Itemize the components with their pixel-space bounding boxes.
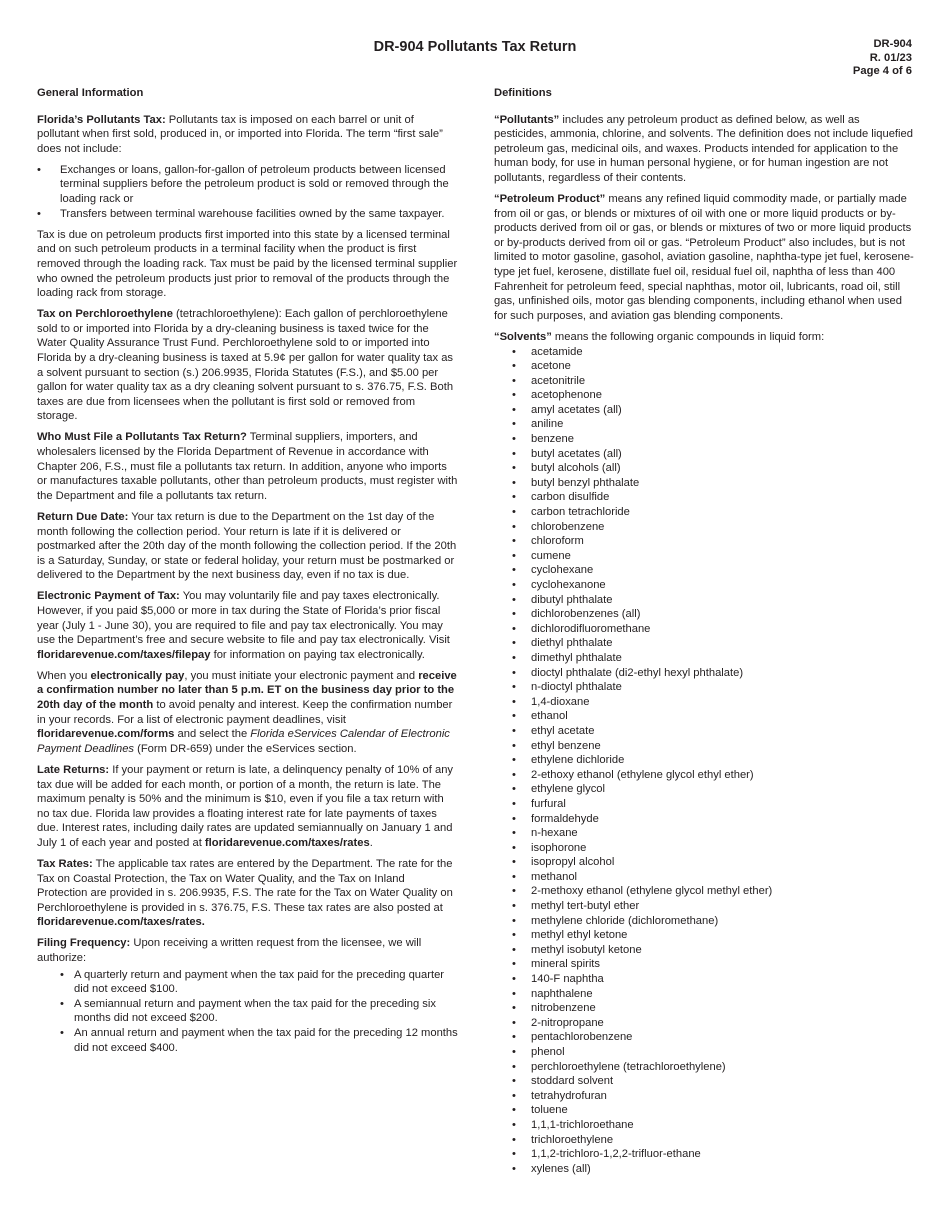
solvent-item: • ethyl acetate bbox=[494, 724, 914, 739]
solvent-item: • n-dioctyl phthalate bbox=[494, 680, 914, 695]
solvent-item: • aniline bbox=[494, 417, 914, 432]
electronic-payment-label: Electronic Payment of Tax: bbox=[37, 590, 180, 603]
solvent-item: • isopropyl alcohol bbox=[494, 855, 914, 870]
solvent-item: • ethyl benzene bbox=[494, 739, 914, 754]
solvent-item: • methyl isobutyl ketone bbox=[494, 943, 914, 958]
solvent-item: • carbon disulfide bbox=[494, 490, 914, 505]
solvent-item: • chloroform bbox=[494, 534, 914, 549]
list-item: • A quarterly return and payment when the tax paid for the preceding quarter did not exceed $100. bbox=[37, 968, 458, 997]
solvent-item: • trichloroethylene bbox=[494, 1133, 914, 1148]
tax-due-paragraph: Tax is due on petroleum products first imported into this state by a licensed terminal and on such petroleum products in a terminal facility when the product is first removed through the loading rack. Tax must be paid by the licensed terminal supplier who owned the petroleum products just prior to removal of the products through the loading rack from storage. bbox=[37, 228, 458, 300]
solvent-item: • dichlorobenzenes (all) bbox=[494, 607, 914, 622]
list-item: • Exchanges or loans, gallon-for-gallon of petroleum products between licensed terminal suppliers before the petroleum product is sold or removed through the loading rack or bbox=[37, 163, 458, 207]
return-due-date-label: Return Due Date: bbox=[37, 510, 129, 523]
perchloroethylene-label: Tax on Perchloroethylene bbox=[37, 308, 173, 321]
filepay-link[interactable]: floridarevenue.com/taxes/filepay bbox=[37, 648, 211, 661]
list-item: • An annual return and payment when the tax paid for the preceding 12 months did not exceed $400. bbox=[37, 1026, 458, 1055]
tax-rates-label: Tax Rates: bbox=[37, 858, 93, 870]
florida-pollutants-tax-paragraph: Florida’s Pollutants Tax: Pollutants tax is imposed on each barrel or unit of pollutant when first sold, produced in, or imported into Florida. The term “first sale” does not include: bbox=[37, 113, 443, 155]
solvent-item: • benzene bbox=[494, 432, 914, 447]
solvent-item: • 1,4-dioxane bbox=[494, 695, 914, 710]
filing-frequency-list bbox=[37, 968, 458, 1056]
solvent-item: • carbon tetrachloride bbox=[494, 505, 914, 520]
solvents-definition: “Solvents” means the following organic compounds in liquid form: bbox=[494, 330, 825, 343]
solvent-item: • perchloroethylene (tetrachloroethylene) bbox=[494, 1060, 914, 1075]
solvent-item: • stoddard solvent bbox=[494, 1074, 914, 1089]
form-revision: R. 01/23 bbox=[869, 51, 912, 64]
solvent-item: • formaldehyde bbox=[494, 812, 914, 827]
petroleum-product-definition: “Petroleum Product” means any refined liquid commodity made, or partially made from oil or gas, or blends or mixtures of oil with one or more liquid products or by-products derived from oil or gas, or blends or mixtures of two or more liquid products or by-products derived from oil or gas. “Petroleum Product” also includes, but is not limited to motor gasoline, gasohol, aviation gasoline, naphtha-type jet fuel, kerosene-type jet fuel, kerosene, distillate fuel oil, residual fuel oil, naphtha of less than 400 Fahrenheit for petroleum feed, special naphthas, motor oil, lubricants, road oil, still gas, unfinished oils, motor gas blending components, including ethanol when used for such purposes, and aviation gas blending components. bbox=[494, 193, 914, 322]
first-sale-exclusions-list bbox=[37, 163, 458, 221]
pollutants-label: “Pollutants” bbox=[494, 113, 560, 126]
solvents-list bbox=[494, 345, 914, 1177]
late-returns-label: Late Returns: bbox=[37, 763, 110, 776]
electronic-pay-deadline-paragraph: When you electronically pay, you must initiate your electronic payment and receive a confirmation number no later than 5 p.m. ET on the business day prior to the 20th day of the month to avoid penalty and interest. Keep the confirmation number in your records. For a list of electronic payment deadlines, visit floridarevenue.com/forms and select the Florida eServices Calendar of Electronic Payment Deadlines (Form DR-659) under the eServices section. bbox=[37, 669, 457, 755]
solvent-item: • nitrobenzene bbox=[494, 1001, 914, 1016]
solvent-item: • mineral spirits bbox=[494, 957, 914, 972]
solvent-item: • ethylene glycol bbox=[494, 782, 914, 797]
solvent-item: • methanol bbox=[494, 870, 914, 885]
rates-link[interactable]: floridarevenue.com/taxes/rates bbox=[204, 836, 370, 849]
solvent-item: • ethylene dichloride bbox=[494, 753, 914, 768]
solvent-item: • butyl acetates (all) bbox=[494, 447, 914, 462]
solvent-item: • isophorone bbox=[494, 841, 914, 856]
tax-rates-paragraph: Tax Rates: The applicable tax rates are entered by the Department. The rate for the Tax on Coastal Protection, the Tax on Water Quality, and the Tax on Inland Protection are provided in s. 206.9935, F.S. The rate for the Tax on Water Quality on Perchloroethylene is provided in s. 376.75, F.S. These tax rates are also posted at floridarevenue.com/taxes/rates. bbox=[37, 858, 453, 929]
florida-pollutants-tax-label: Florida’s Pollutants Tax: bbox=[37, 113, 166, 126]
solvent-item: • dimethyl phthalate bbox=[494, 651, 914, 666]
solvent-item: • cyclohexanone bbox=[494, 578, 914, 593]
solvent-item: • cumene bbox=[494, 549, 914, 564]
solvent-item: • ethanol bbox=[494, 709, 914, 724]
solvent-item: • 2-nitropropane bbox=[494, 1016, 914, 1031]
electronic-payment-paragraph: Electronic Payment of Tax: You may voluntarily file and pay taxes electronically. However, if you paid $5,000 or more in tax during the State of Florida’s prior fiscal year (July 1 - June 30), you are required to file and pay tax electronically. You may use the Department’s free and secure website to file and pay tax electronically. Visit floridarevenue.com/taxes/filepay for information on paying tax electronically. bbox=[37, 590, 450, 661]
filing-frequency-label: Filing Frequency: bbox=[37, 937, 131, 950]
forms-link[interactable]: floridarevenue.com/forms bbox=[37, 728, 175, 741]
who-must-file-paragraph: Who Must File a Pollutants Tax Return? Terminal suppliers, importers, and wholesalers licensed by the Florida Department of Revenue in accordance with Chapter 206, F.S., must file a pollutants tax return. In addition, anyone who imports or manufactures taxable pollutants, other than petroleum products, must register with the Department and file a pollutants tax return. bbox=[37, 431, 458, 502]
petroleum-product-label: “Petroleum Product” bbox=[494, 193, 606, 206]
rates-link[interactable]: floridarevenue.com/taxes/rates. bbox=[37, 916, 205, 929]
definitions-heading: Definitions bbox=[494, 87, 552, 99]
solvent-item: • methyl tert-butyl ether bbox=[494, 899, 914, 914]
who-must-file-label: Who Must File a Pollutants Tax Return? bbox=[37, 431, 247, 444]
solvent-item: • 2-methoxy ethanol (ethylene glycol methyl ether) bbox=[494, 884, 914, 899]
solvent-item: • toluene bbox=[494, 1103, 914, 1118]
solvent-item: • acetamide bbox=[494, 345, 914, 360]
solvent-item: • pentachlorobenzene bbox=[494, 1030, 914, 1045]
form-identifier bbox=[853, 38, 912, 79]
solvent-item: • methylene chloride (dichloromethane) bbox=[494, 914, 914, 929]
list-item: • A semiannual return and payment when the tax paid for the preceding six months did not exceed $200. bbox=[37, 997, 458, 1026]
page-number: Page 4 of 6 bbox=[852, 65, 912, 77]
solvent-item: • butyl benzyl phthalate bbox=[494, 476, 914, 491]
page-title: DR-904 Pollutants Tax Return bbox=[373, 39, 577, 55]
solvent-item: • 2-ethoxy ethanol (ethylene glycol ethyl ether) bbox=[494, 768, 914, 783]
solvent-item: • naphthalene bbox=[494, 987, 914, 1002]
perchloroethylene-paragraph: Tax on Perchloroethylene (tetrachloroethylene): Each gallon of perchloroethylene sold to or imported into Florida by a dry-cleaning business is taxed twice for the Water Quality Assurance Trust Fund. Perchloroethylene sold to or imported into Florida by a dry-cleaning business is taxed at 5.9¢ per gallon for water quality tax as a solvent pursuant to section (s.) 206.9935, Florida Statutes (F.S.), and $5.00 per gallon for water quality tax as a dry cleaning solvent pursuant to s. 376.75, F.S. Both taxes are due from licensees when the pollutant is first sold or removed from storage. bbox=[37, 308, 454, 423]
solvent-item: • tetrahydrofuran bbox=[494, 1089, 914, 1104]
solvent-item: • dibutyl phthalate bbox=[494, 593, 914, 608]
solvents-label: “Solvents” bbox=[494, 330, 552, 343]
solvent-item: • amyl acetates (all) bbox=[494, 403, 914, 418]
solvent-item: • cyclohexane bbox=[494, 563, 914, 578]
pollutants-definition: “Pollutants” includes any petroleum product as defined below, as well as pesticides, ammonia, chlorine, and solvents. The definition does not include liquefied petroleum gas, medicinal oils, and waxes. Products intended for application to the human body, for use in human personal hygiene, or for human ingestion are not pollutants, regardless of their contents. bbox=[494, 113, 913, 184]
solvent-item: • chlorobenzene bbox=[494, 520, 914, 535]
solvent-item: • acetophenone bbox=[494, 388, 914, 403]
solvent-item: • phenol bbox=[494, 1045, 914, 1060]
left-column bbox=[37, 86, 458, 1062]
solvent-item: • diethyl phthalate bbox=[494, 636, 914, 651]
solvent-item: • acetone bbox=[494, 359, 914, 374]
solvent-item: • dichlorodifluoromethane bbox=[494, 622, 914, 637]
solvent-item: • 140-F naphtha bbox=[494, 972, 914, 987]
solvent-item: • xylenes (all) bbox=[494, 1162, 914, 1177]
solvent-item: • butyl alcohols (all) bbox=[494, 461, 914, 476]
solvent-item: • acetonitrile bbox=[494, 374, 914, 389]
form-number: DR-904 bbox=[873, 38, 912, 50]
late-returns-paragraph: Late Returns: If your payment or return is late, a delinquency penalty of 10% of any tax due will be added for each month, or portion of a month, the return is late. The maximum penalty is 50% and the minimum is $10, even if you file a tax return with no tax due. Florida law provides a floating interest rate for late payments of taxes due. Interest rates, including daily rates are updated semiannually on January 1 and July 1 of each year and posted at floridarevenue.com/taxes/rates. bbox=[37, 763, 454, 849]
general-information-heading: General Information bbox=[37, 87, 144, 99]
filing-frequency-paragraph: Filing Frequency: Upon receiving a written request from the licensee, we will authorize: bbox=[37, 937, 422, 965]
solvent-item: • furfural bbox=[494, 797, 914, 812]
list-item: • Transfers between terminal warehouse facilities owned by the same taxpayer. bbox=[37, 207, 458, 222]
solvent-item: • 1,1,1-trichloroethane bbox=[494, 1118, 914, 1133]
solvent-item: • dioctyl phthalate (di2-ethyl hexyl phthalate) bbox=[494, 666, 914, 681]
right-column bbox=[494, 86, 914, 1183]
solvent-item: • methyl ethyl ketone bbox=[494, 928, 914, 943]
return-due-date-paragraph: Return Due Date: Your tax return is due to the Department on the 1st day of the month following the collection period. Your return is late if it is delivered or postmarked after the 20th day of the month following the collection period. If the 20th is a Saturday, Sunday, or state or federal holiday, your return must be postmarked or delivered to the Department by the next business day, even if no tax is due. bbox=[37, 510, 457, 582]
solvent-item: • 1,1,2-trichloro-1,2,2-trifluor-ethane bbox=[494, 1147, 914, 1162]
solvent-item: • n-hexane bbox=[494, 826, 914, 841]
